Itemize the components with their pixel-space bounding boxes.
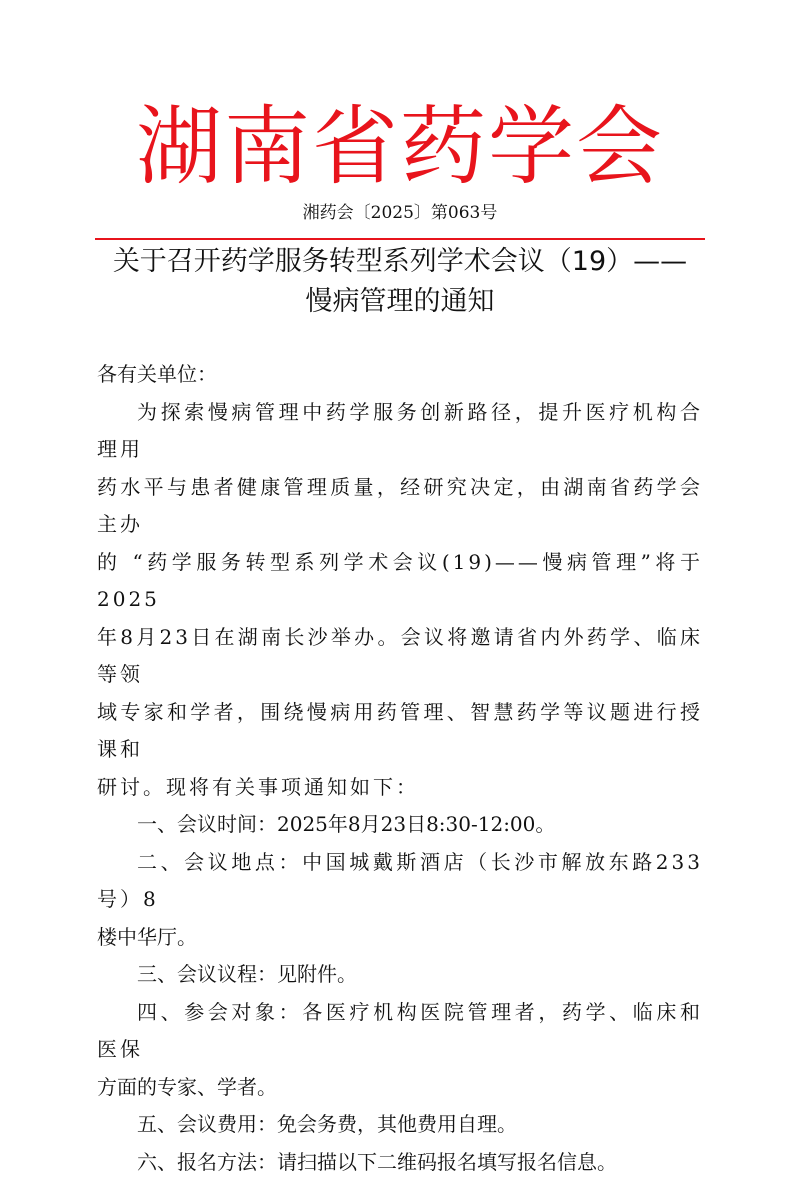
intro-line: 研讨。现将有关事项通知如下： bbox=[97, 769, 703, 807]
intro-line: 为探索慢病管理中药学服务创新路径，提升医疗机构合理用 bbox=[97, 394, 703, 469]
item-fees: 五、会议费用：免会务费，其他费用自理。 bbox=[97, 1106, 703, 1144]
document-number: 湘药会〔2025〕第063号 bbox=[0, 200, 800, 226]
intro-line: 的 “药学服务转型系列学术会议(19)——慢病管理”将于2025 bbox=[97, 544, 703, 619]
title-line-2: 慢病管理的通知 bbox=[90, 282, 710, 322]
salutation: 各有关单位： bbox=[97, 356, 703, 394]
org-letterhead: 湖南省药学会 bbox=[0, 92, 800, 202]
item-venue: 二、会议地点：中国城戴斯酒店（长沙市解放东路233号）8 bbox=[97, 844, 703, 919]
item-time: 一、会议时间：2025年8月23日8:30-12:00。 bbox=[97, 806, 703, 844]
item-attendees: 四、参会对象：各医疗机构医院管理者，药学、临床和医保 bbox=[97, 994, 703, 1069]
intro-line: 药水平与患者健康管理质量，经研究决定，由湖南省药学会主办 bbox=[97, 469, 703, 544]
item-registration: 六、报名方法：请扫描以下二维码报名填写报名信息。 bbox=[97, 1144, 703, 1181]
document-body bbox=[97, 356, 703, 1181]
item-agenda: 三、会议议程：见附件。 bbox=[97, 956, 703, 994]
red-divider bbox=[95, 238, 705, 240]
item-attendees-cont: 方面的专家、学者。 bbox=[97, 1069, 703, 1107]
intro-line: 年8月23日在湖南长沙举办。会议将邀请省内外药学、临床等领 bbox=[97, 619, 703, 694]
item-venue-cont: 楼中华厅。 bbox=[97, 919, 703, 957]
intro-line: 域专家和学者，围绕慢病用药管理、智慧药学等议题进行授课和 bbox=[97, 694, 703, 769]
title-line-1: 关于召开药学服务转型系列学术会议（19）—— bbox=[90, 242, 710, 282]
document-title bbox=[90, 242, 710, 322]
